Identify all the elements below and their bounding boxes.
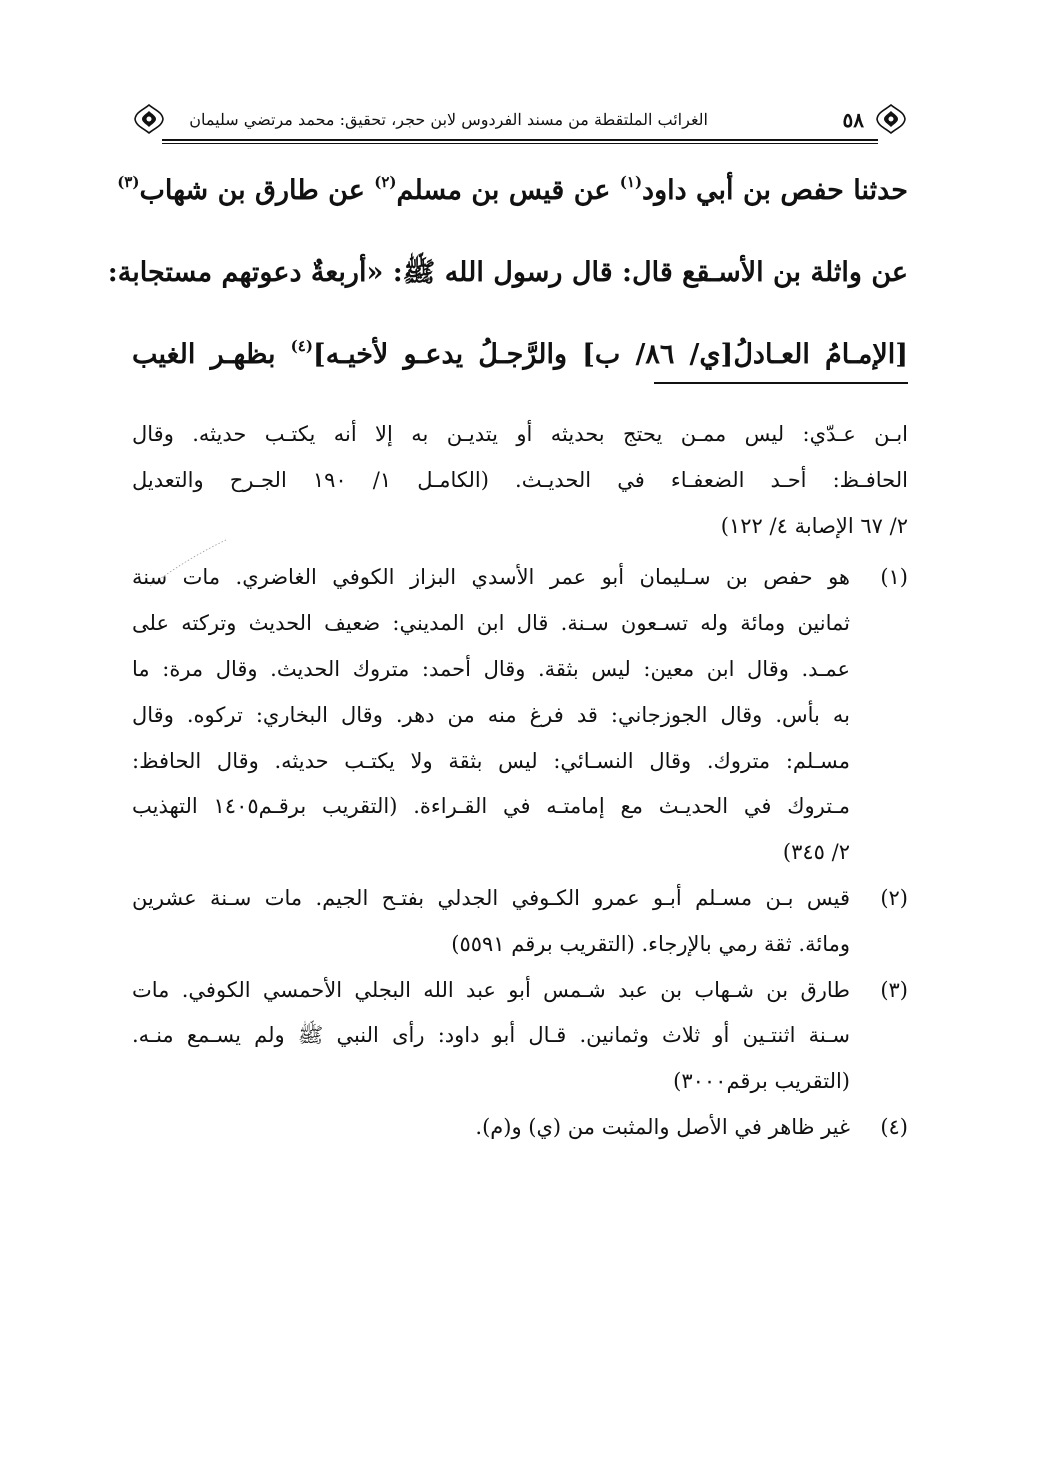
footnote-2: [132, 876, 908, 968]
text-segment: [الإمـامُ العـادلُ[ي/ ٨٦/ ب] والرَّجـلُ يدعـو لأخيـه]: [312, 339, 908, 370]
footnotes: [132, 412, 908, 1151]
running-title: الغرائب الملتقطة من مسند الفردوس لابن حجر، تحقيق: محمد مرتضي سليمان: [189, 110, 708, 129]
footnote-ref: (٣): [117, 173, 140, 191]
footnote-line: ومائة. ثقة رمي بالإرجاء. (التقريب برقم ٥٥٩١): [451, 931, 850, 956]
footnote-line: ابـن عـدّي: ليس ممـن يحتج بحديثه أو يتديـن به إلا أنه يكتـب حديثه. وقال: [132, 422, 908, 446]
footnote-number: (٢): [880, 885, 908, 910]
footnote-line: غير ظاهر في الأصل والمثبت من (ي) و(م).: [475, 1114, 850, 1139]
main-text: [107, 150, 908, 396]
footnote-line: طارق بن شـهاب بن عبد شـمس أبو عبد الله البجلي الأحمسي الكوفي. مات: [132, 977, 850, 1002]
footnote-number: (٣): [880, 977, 908, 1002]
text-segment: عن قيس بن مسلم: [396, 175, 620, 206]
main-line-2: عن واثلة بن الأسـقع قال: قال رسول الله ﷺ: «أربعةٌ دعوتهم مستجابة:: [107, 257, 908, 288]
page-header: [132, 98, 908, 146]
footnote-line: ثمانين ومائة وله تسـعون سـنة. قال ابن المديني: ضعيف الحديث وتركته على: [132, 611, 850, 636]
text-segment: بظهـر الغيب: [132, 339, 291, 370]
floral-ornament-icon: [874, 102, 908, 136]
footnote-1: [132, 555, 908, 876]
footnote-3: [132, 968, 908, 1105]
footnote-line: (التقريب برقم٣٠٠٠): [673, 1069, 850, 1094]
page-number: ٥٨: [842, 108, 864, 132]
floral-ornament-icon: [132, 102, 166, 136]
footnote-line: عمـد. وقال ابن معين: ليس بثقة. وقال أحمد: متروك الحديث. وقال مرة: ما: [132, 656, 850, 681]
header-rule-thin: [162, 143, 878, 144]
footnote-number: (٤): [880, 1114, 908, 1139]
footnote-line: به بأس. وقال الجوزجاني: قد فرغ منه من دهر. وقال البخاري: تركوه. وقال: [132, 702, 850, 727]
footnote-continuation: [132, 412, 908, 549]
footnote-line: قيس بـن مسـلم أبـو عمرو الكـوفي الجدلي بفتـح الجيم. مات سـنة عشرين: [132, 885, 850, 910]
footnote-line: مـتروك في الحديـث مع إمامتـه في القـراءة. (التقريب برقـم١٤٠٥ التهذيب: [132, 794, 850, 819]
main-line-1: [117, 150, 908, 232]
footnote-4: [132, 1105, 908, 1151]
text-segment: حدثنا حفص بن أبي داود: [642, 175, 908, 206]
header-rule: [162, 139, 878, 141]
footnote-line: ٢/ ٦٧ الإصابة ٤/ ١٢٢): [720, 513, 908, 538]
footnote-line: هو حفص بن سـليمان أبو عمر الأسدي البزاز الكوفي الغاضري. مات سنة: [132, 565, 850, 590]
footnote-ref: (٤): [290, 337, 313, 355]
footnote-line: ٢/ ٣٤٥): [782, 840, 850, 865]
footnote-separator: [654, 382, 908, 384]
footnote-ref: (١): [619, 173, 643, 191]
footnote-line: سـنة اثنتـين أو ثلاث وثمانين. قـال أبو داود: رأى النبي ﷺ ولم يسـمع منـه.: [132, 1023, 850, 1048]
footnote-number: (١): [880, 565, 908, 590]
footnote-line: الحافـظ: أحـد الضعفـاء في الحديـث. (الكامـل ١/ ١٩٠ الجـرح والتعديل: [132, 467, 908, 492]
text-segment: عن طارق بن شهاب: [139, 175, 375, 206]
footnote-ref: (٢): [374, 173, 397, 191]
footnote-line: مسـلم: متروك. وقال النسـائي: ليس بثقة ولا يكتـب حديثه. وقال الحافظ:: [132, 748, 850, 773]
